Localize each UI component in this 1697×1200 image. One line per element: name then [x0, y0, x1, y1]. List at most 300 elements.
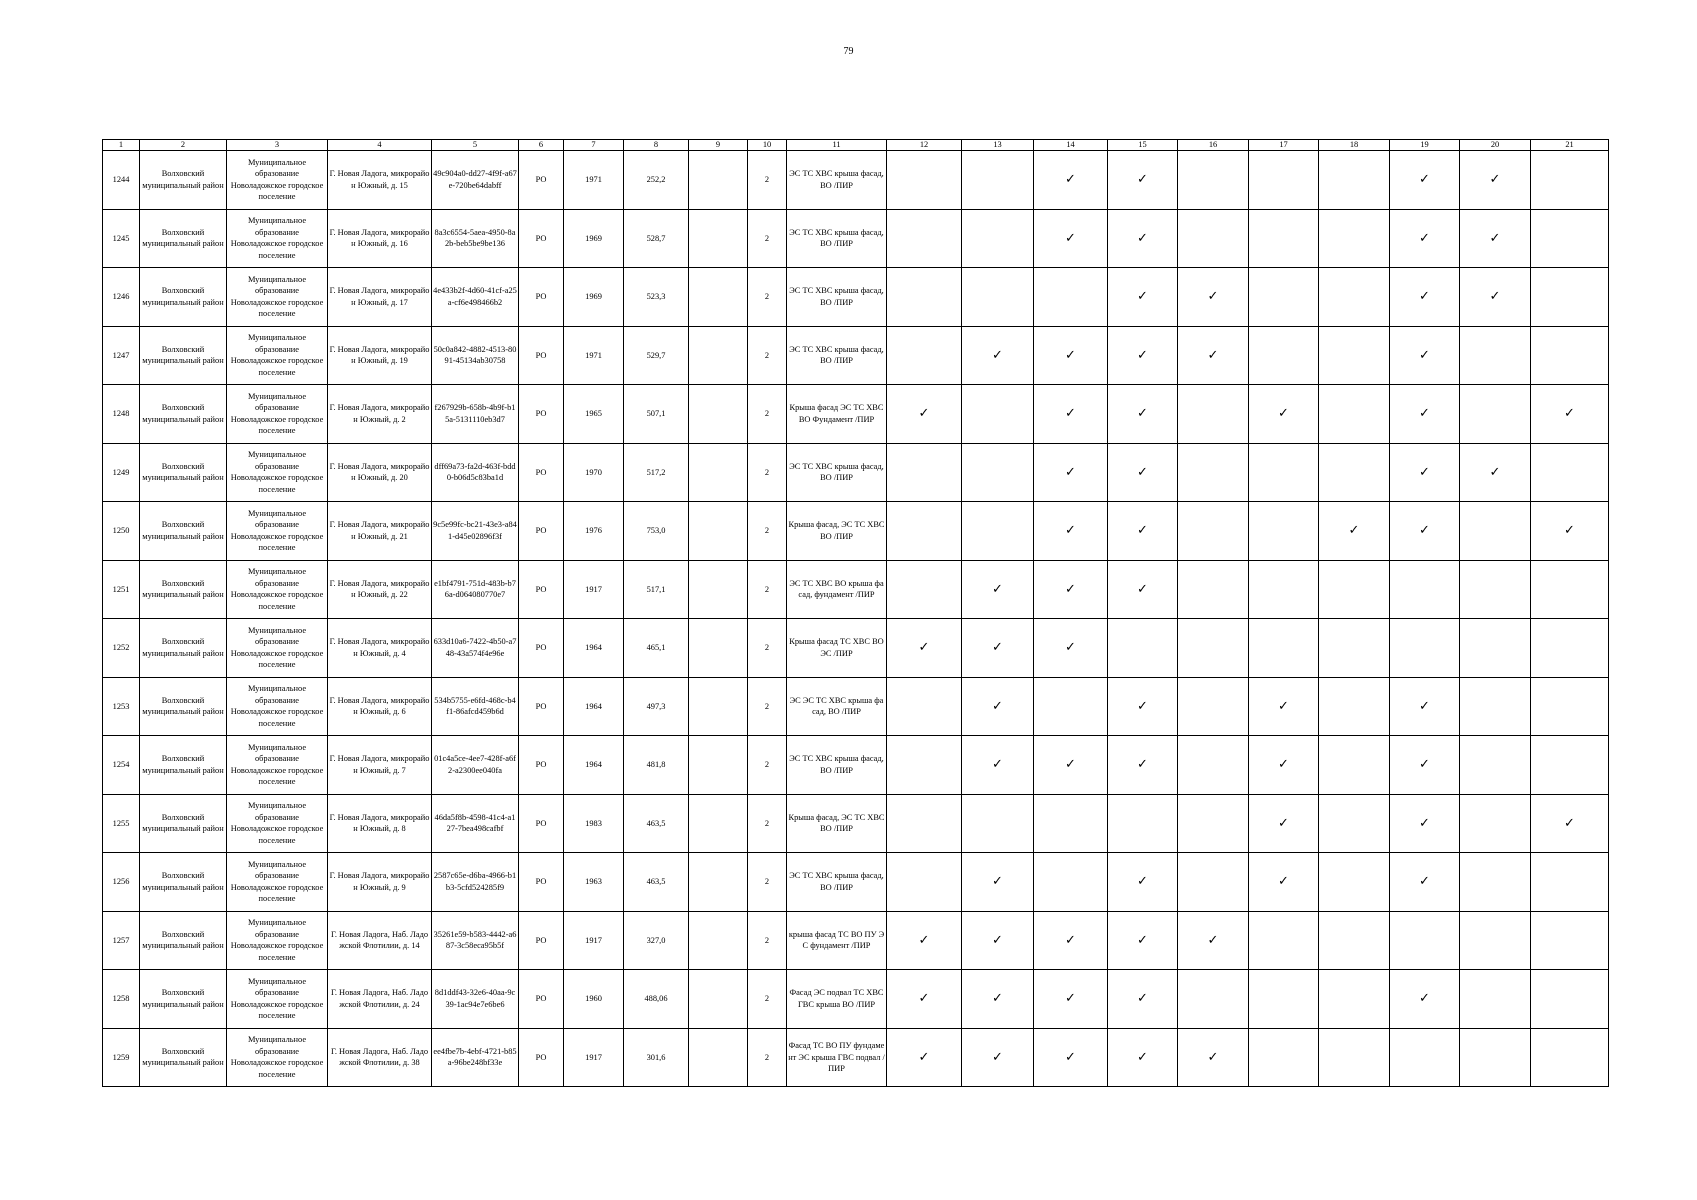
column-10-cell: 2 [748, 911, 787, 970]
ownership-cell: РО [519, 268, 564, 327]
district-cell: Волховский муниципальный район [140, 443, 227, 502]
work-column-13-cell [962, 560, 1034, 619]
work-column-19-cell [1390, 151, 1460, 210]
work-column-21-cell [1531, 794, 1609, 853]
work-column-18-cell [1319, 385, 1390, 444]
work-column-20-cell [1460, 736, 1531, 795]
checkmark-icon: ✓ [1065, 347, 1076, 363]
column-9-cell [689, 970, 748, 1029]
address-cell: Г. Новая Ладога, микрорайон Южный, д. 2 [328, 385, 432, 444]
work-column-21-cell [1531, 970, 1609, 1029]
ownership-cell: РО [519, 794, 564, 853]
year-built-cell: 1969 [564, 209, 624, 268]
table-row [103, 736, 1609, 795]
work-column-15-cell [1108, 209, 1178, 268]
work-column-19-cell [1390, 268, 1460, 327]
checkmark-icon: ✓ [1207, 289, 1219, 304]
work-column-18-cell [1319, 853, 1390, 912]
checkmark-icon: ✓ [1065, 523, 1076, 538]
work-column-21-cell [1531, 677, 1609, 736]
row-number: 1249 [103, 443, 140, 502]
work-column-19-cell [1390, 560, 1460, 619]
checkmark-icon: ✓ [918, 1049, 930, 1065]
work-column-13-cell [962, 268, 1034, 327]
checkmark-icon: ✓ [1278, 815, 1289, 831]
column-10-cell: 2 [748, 385, 787, 444]
works-cell: Крыша фасад, ЭС ТС ХВС ВО /ПИР [787, 502, 887, 561]
work-column-13-cell [962, 443, 1034, 502]
work-column-14-cell [1034, 268, 1108, 327]
house-id-cell: 35261e59-b583-4442-a687-3c58eca95b5f [432, 911, 519, 970]
work-column-17-cell [1249, 1028, 1319, 1087]
column-header-4: 4 [328, 140, 432, 151]
work-column-14-cell [1034, 736, 1108, 795]
checkmark-icon: ✓ [918, 932, 930, 948]
work-column-17-cell [1249, 853, 1319, 912]
column-10-cell: 2 [748, 619, 787, 678]
checkmark-icon: ✓ [1278, 757, 1289, 772]
work-column-20-cell [1460, 443, 1531, 502]
work-column-16-cell [1178, 794, 1249, 853]
checkmark-icon: ✓ [1419, 347, 1430, 363]
area-cell: 517,2 [624, 443, 689, 502]
work-column-13-cell [962, 736, 1034, 795]
column-header-5: 5 [432, 140, 519, 151]
work-column-20-cell [1460, 326, 1531, 385]
district-cell: Волховский муниципальный район [140, 853, 227, 912]
work-column-17-cell [1249, 385, 1319, 444]
work-column-21-cell [1531, 209, 1609, 268]
house-id-cell: dff69a73-fa2d-463f-bdd0-b06d5c83ba1d [432, 443, 519, 502]
house-id-cell: 4e433b2f-4d60-41cf-a25a-cf6e498466b2 [432, 268, 519, 327]
year-built-cell: 1969 [564, 268, 624, 327]
work-column-19-cell [1390, 677, 1460, 736]
address-cell: Г. Новая Ладога, микрорайон Южный, д. 7 [328, 736, 432, 795]
work-column-12-cell [887, 619, 962, 678]
work-column-12-cell [887, 677, 962, 736]
column-header-12: 12 [887, 140, 962, 151]
work-column-21-cell [1531, 443, 1609, 502]
work-column-16-cell [1178, 911, 1249, 970]
column-header-8: 8 [624, 140, 689, 151]
checkmark-icon: ✓ [1065, 757, 1076, 772]
work-column-14-cell [1034, 794, 1108, 853]
checkmark-icon: ✓ [1207, 347, 1219, 363]
address-cell: Г. Новая Ладога, Наб. Ладожской Флотилии, д. 38 [328, 1028, 432, 1087]
area-cell: 327,0 [624, 911, 689, 970]
district-cell: Волховский муниципальный район [140, 502, 227, 561]
column-9-cell [689, 326, 748, 385]
checkmark-icon: ✓ [1137, 698, 1148, 714]
checkmark-icon: ✓ [1278, 874, 1289, 889]
year-built-cell: 1964 [564, 677, 624, 736]
year-built-cell: 1917 [564, 1028, 624, 1087]
work-column-16-cell [1178, 151, 1249, 210]
year-built-cell: 1976 [564, 502, 624, 561]
work-column-13-cell [962, 209, 1034, 268]
work-column-16-cell [1178, 209, 1249, 268]
work-column-20-cell [1460, 268, 1531, 327]
checkmark-icon: ✓ [1419, 698, 1430, 714]
column-10-cell: 2 [748, 443, 787, 502]
column-header-21: 21 [1531, 140, 1609, 151]
works-cell: Крыша фасад, ЭС ТС ХВС ВО /ПИР [787, 794, 887, 853]
work-column-17-cell [1249, 677, 1319, 736]
column-10-cell: 2 [748, 677, 787, 736]
year-built-cell: 1964 [564, 736, 624, 795]
column-header-18: 18 [1319, 140, 1390, 151]
work-column-21-cell [1531, 1028, 1609, 1087]
checkmark-icon: ✓ [1065, 464, 1076, 480]
work-column-15-cell [1108, 853, 1178, 912]
work-column-20-cell [1460, 151, 1531, 210]
work-column-13-cell [962, 794, 1034, 853]
checkmark-icon: ✓ [1278, 406, 1289, 421]
work-column-18-cell [1319, 151, 1390, 210]
work-column-18-cell [1319, 677, 1390, 736]
address-cell: Г. Новая Ладога, микрорайон Южный, д. 15 [328, 151, 432, 210]
work-column-19-cell [1390, 619, 1460, 678]
work-column-20-cell [1460, 1028, 1531, 1087]
column-10-cell: 2 [748, 794, 787, 853]
checkmark-icon: ✓ [1065, 991, 1076, 1006]
checkmark-icon: ✓ [1137, 347, 1148, 363]
checkmark-icon: ✓ [1489, 464, 1501, 480]
column-9-cell [689, 911, 748, 970]
ownership-cell: РО [519, 677, 564, 736]
row-number: 1259 [103, 1028, 140, 1087]
work-column-15-cell [1108, 502, 1178, 561]
checkmark-icon: ✓ [1419, 289, 1430, 304]
work-column-15-cell [1108, 911, 1178, 970]
district-cell: Волховский муниципальный район [140, 326, 227, 385]
work-column-19-cell [1390, 385, 1460, 444]
ownership-cell: РО [519, 970, 564, 1029]
work-column-13-cell [962, 151, 1034, 210]
checkmark-icon: ✓ [1137, 523, 1148, 538]
column-10-cell: 2 [748, 268, 787, 327]
checkmark-icon: ✓ [992, 874, 1003, 889]
work-column-20-cell [1460, 619, 1531, 678]
work-column-19-cell [1390, 326, 1460, 385]
checkmark-icon: ✓ [1489, 230, 1501, 246]
house-id-cell: 633d10a6-7422-4b50-a748-43a574f4e96e [432, 619, 519, 678]
house-id-cell: f267929b-658b-4b9f-b15a-5131110eb3d7 [432, 385, 519, 444]
work-column-21-cell [1531, 736, 1609, 795]
area-cell: 488,06 [624, 970, 689, 1029]
row-number: 1250 [103, 502, 140, 561]
district-cell: Волховский муниципальный район [140, 1028, 227, 1087]
work-column-18-cell [1319, 736, 1390, 795]
work-column-20-cell [1460, 560, 1531, 619]
work-column-14-cell [1034, 911, 1108, 970]
municipality-cell: Муниципальное образование Новоладожское городское поселение [227, 970, 328, 1029]
municipality-cell: Муниципальное образование Новоладожское городское поселение [227, 677, 328, 736]
checkmark-icon: ✓ [1564, 815, 1575, 831]
works-cell: ЭС ТС ХВС крыша фасад, ВО /ПИР [787, 209, 887, 268]
checkmark-icon: ✓ [1065, 406, 1076, 421]
work-column-17-cell [1249, 326, 1319, 385]
ownership-cell: РО [519, 209, 564, 268]
work-column-19-cell [1390, 853, 1460, 912]
municipality-cell: Муниципальное образование Новоладожское городское поселение [227, 268, 328, 327]
work-column-16-cell [1178, 677, 1249, 736]
work-column-18-cell [1319, 970, 1390, 1029]
municipality-cell: Муниципальное образование Новоладожское городское поселение [227, 736, 328, 795]
year-built-cell: 1970 [564, 443, 624, 502]
column-9-cell [689, 151, 748, 210]
ownership-cell: РО [519, 560, 564, 619]
column-10-cell: 2 [748, 560, 787, 619]
address-cell: Г. Новая Ладога, микрорайон Южный, д. 21 [328, 502, 432, 561]
address-cell: Г. Новая Ладога, микрорайон Южный, д. 19 [328, 326, 432, 385]
work-column-20-cell [1460, 209, 1531, 268]
row-number: 1256 [103, 853, 140, 912]
year-built-cell: 1964 [564, 619, 624, 678]
table-row [103, 677, 1609, 736]
address-cell: Г. Новая Ладога, микрорайон Южный, д. 6 [328, 677, 432, 736]
table-row [103, 560, 1609, 619]
house-id-cell: ee4fbe7b-4ebf-4721-b85a-96be248bf33e [432, 1028, 519, 1087]
work-column-15-cell [1108, 151, 1178, 210]
district-cell: Волховский муниципальный район [140, 794, 227, 853]
work-column-15-cell [1108, 1028, 1178, 1087]
house-id-cell: 8d1ddf43-32e6-40aa-9c39-1ac94e7e6be6 [432, 970, 519, 1029]
column-header-16: 16 [1178, 140, 1249, 151]
table-row [103, 1028, 1609, 1087]
row-number: 1255 [103, 794, 140, 853]
municipality-cell: Муниципальное образование Новоладожское городское поселение [227, 1028, 328, 1087]
checkmark-icon: ✓ [1065, 230, 1076, 246]
column-9-cell [689, 619, 748, 678]
column-header-1: 1 [103, 140, 140, 151]
table-row [103, 209, 1609, 268]
work-column-15-cell [1108, 970, 1178, 1029]
house-id-cell: 50c0a842-4882-4513-8091-45134ab30758 [432, 326, 519, 385]
work-column-20-cell [1460, 677, 1531, 736]
work-column-20-cell [1460, 502, 1531, 561]
table-row [103, 911, 1609, 970]
work-column-17-cell [1249, 502, 1319, 561]
address-cell: Г. Новая Ладога, микрорайон Южный, д. 17 [328, 268, 432, 327]
work-column-16-cell [1178, 268, 1249, 327]
work-column-13-cell [962, 970, 1034, 1029]
area-cell: 463,5 [624, 794, 689, 853]
work-column-16-cell [1178, 326, 1249, 385]
work-column-15-cell [1108, 560, 1178, 619]
column-9-cell [689, 794, 748, 853]
checkmark-icon: ✓ [992, 757, 1003, 772]
work-column-17-cell [1249, 794, 1319, 853]
row-number: 1244 [103, 151, 140, 210]
work-column-13-cell [962, 1028, 1034, 1087]
ownership-cell: РО [519, 1028, 564, 1087]
work-column-13-cell [962, 502, 1034, 561]
column-10-cell: 2 [748, 209, 787, 268]
works-cell: ЭС ТС ХВС крыша фасад, ВО /ПИР [787, 736, 887, 795]
header-row [103, 140, 1609, 151]
area-cell: 252,2 [624, 151, 689, 210]
column-9-cell [689, 443, 748, 502]
checkmark-icon: ✓ [1137, 464, 1148, 480]
work-column-13-cell [962, 853, 1034, 912]
work-column-16-cell [1178, 1028, 1249, 1087]
work-column-17-cell [1249, 209, 1319, 268]
checkmark-icon: ✓ [992, 1049, 1003, 1065]
checkmark-icon: ✓ [1419, 230, 1430, 246]
work-column-14-cell [1034, 209, 1108, 268]
checkmark-icon: ✓ [1419, 874, 1430, 889]
municipality-cell: Муниципальное образование Новоладожское городское поселение [227, 209, 328, 268]
work-column-17-cell [1249, 736, 1319, 795]
table-row [103, 853, 1609, 912]
address-cell: Г. Новая Ладога, микрорайон Южный, д. 9 [328, 853, 432, 912]
work-column-20-cell [1460, 794, 1531, 853]
area-cell: 465,1 [624, 619, 689, 678]
checkmark-icon: ✓ [992, 932, 1003, 948]
work-column-18-cell [1319, 326, 1390, 385]
district-cell: Волховский муниципальный район [140, 619, 227, 678]
house-id-cell: e1bf4791-751d-483b-b76a-d064080770e7 [432, 560, 519, 619]
work-column-16-cell [1178, 619, 1249, 678]
work-column-13-cell [962, 911, 1034, 970]
municipality-cell: Муниципальное образование Новоладожское городское поселение [227, 443, 328, 502]
checkmark-icon: ✓ [1419, 172, 1430, 187]
checkmark-icon: ✓ [992, 347, 1003, 363]
work-column-18-cell [1319, 619, 1390, 678]
row-number: 1253 [103, 677, 140, 736]
checkmark-icon: ✓ [1348, 523, 1360, 538]
work-column-14-cell [1034, 385, 1108, 444]
works-cell: Фасад ЭС подвал ТС ХВС ГВС крыша ВО /ПИР [787, 970, 887, 1029]
work-column-16-cell [1178, 385, 1249, 444]
work-column-19-cell [1390, 502, 1460, 561]
work-column-21-cell [1531, 385, 1609, 444]
work-column-16-cell [1178, 736, 1249, 795]
work-column-12-cell [887, 736, 962, 795]
checkmark-icon: ✓ [1489, 172, 1501, 187]
address-cell: Г. Новая Ладога, микрорайон Южный, д. 20 [328, 443, 432, 502]
checkmark-icon: ✓ [1065, 172, 1076, 187]
column-header-15: 15 [1108, 140, 1178, 151]
work-column-18-cell [1319, 268, 1390, 327]
district-cell: Волховский муниципальный район [140, 970, 227, 1029]
address-cell: Г. Новая Ладога, микрорайон Южный, д. 4 [328, 619, 432, 678]
work-column-12-cell [887, 268, 962, 327]
checkmark-icon: ✓ [1419, 406, 1430, 421]
column-9-cell [689, 385, 748, 444]
work-column-13-cell [962, 326, 1034, 385]
checkmark-icon: ✓ [1564, 523, 1575, 538]
address-cell: Г. Новая Ладога, микрорайон Южный, д. 8 [328, 794, 432, 853]
district-cell: Волховский муниципальный район [140, 911, 227, 970]
work-column-19-cell [1390, 1028, 1460, 1087]
work-column-14-cell [1034, 560, 1108, 619]
area-cell: 497,3 [624, 677, 689, 736]
works-cell: ЭС ТС ХВС крыша фасад, ВО /ПИР [787, 443, 887, 502]
ownership-cell: РО [519, 385, 564, 444]
house-id-cell: 49c904a0-dd27-4f9f-a67e-720be64dabff [432, 151, 519, 210]
work-column-21-cell [1531, 560, 1609, 619]
column-10-cell: 2 [748, 151, 787, 210]
work-column-20-cell [1460, 853, 1531, 912]
works-cell: ЭС ТС ХВС ВО крыша фасад, фундамент /ПИР [787, 560, 887, 619]
column-10-cell: 2 [748, 853, 787, 912]
district-cell: Волховский муниципальный район [140, 151, 227, 210]
column-9-cell [689, 502, 748, 561]
work-column-21-cell [1531, 619, 1609, 678]
work-column-15-cell [1108, 736, 1178, 795]
work-column-12-cell [887, 209, 962, 268]
work-column-20-cell [1460, 911, 1531, 970]
municipality-cell: Муниципальное образование Новоладожское городское поселение [227, 385, 328, 444]
house-id-cell: 8a3c6554-5aea-4950-8a2b-beb5be9be136 [432, 209, 519, 268]
checkmark-icon: ✓ [992, 698, 1003, 714]
municipality-cell: Муниципальное образование Новоладожское городское поселение [227, 853, 328, 912]
checkmark-icon: ✓ [1207, 932, 1219, 948]
work-column-14-cell [1034, 443, 1108, 502]
table-body [103, 151, 1609, 1087]
work-column-21-cell [1531, 151, 1609, 210]
work-column-13-cell [962, 619, 1034, 678]
checkmark-icon: ✓ [1065, 932, 1076, 948]
house-id-cell: 534b5755-e6fd-468c-b4f1-86afcd459b6d [432, 677, 519, 736]
address-cell: Г. Новая Ладога, Наб. Ладожской Флотилии, д. 24 [328, 970, 432, 1029]
work-column-17-cell [1249, 443, 1319, 502]
work-column-18-cell [1319, 502, 1390, 561]
year-built-cell: 1971 [564, 326, 624, 385]
row-number: 1258 [103, 970, 140, 1029]
year-built-cell: 1917 [564, 560, 624, 619]
year-built-cell: 1960 [564, 970, 624, 1029]
column-9-cell [689, 736, 748, 795]
year-built-cell: 1917 [564, 911, 624, 970]
work-column-16-cell [1178, 970, 1249, 1029]
column-9-cell [689, 560, 748, 619]
row-number: 1252 [103, 619, 140, 678]
ownership-cell: РО [519, 911, 564, 970]
work-column-13-cell [962, 677, 1034, 736]
area-cell: 507,1 [624, 385, 689, 444]
work-column-15-cell [1108, 385, 1178, 444]
work-column-18-cell [1319, 911, 1390, 970]
work-column-12-cell [887, 853, 962, 912]
work-column-19-cell [1390, 911, 1460, 970]
works-cell: Крыша фасад ТС ХВС ВО ЭС /ПИР [787, 619, 887, 678]
work-column-12-cell [887, 970, 962, 1029]
column-9-cell [689, 853, 748, 912]
row-number: 1251 [103, 560, 140, 619]
year-built-cell: 1963 [564, 853, 624, 912]
column-9-cell [689, 1028, 748, 1087]
ownership-cell: РО [519, 619, 564, 678]
table-row [103, 151, 1609, 210]
column-10-cell: 2 [748, 326, 787, 385]
checkmark-icon: ✓ [1065, 640, 1076, 655]
ownership-cell: РО [519, 502, 564, 561]
checkmark-icon: ✓ [1065, 581, 1076, 597]
work-column-15-cell [1108, 326, 1178, 385]
work-column-15-cell [1108, 619, 1178, 678]
row-number: 1254 [103, 736, 140, 795]
work-column-17-cell [1249, 151, 1319, 210]
column-header-3: 3 [227, 140, 328, 151]
work-column-12-cell [887, 151, 962, 210]
checkmark-icon: ✓ [1564, 406, 1575, 421]
column-header-2: 2 [140, 140, 227, 151]
work-column-12-cell [887, 560, 962, 619]
checkmark-icon: ✓ [918, 991, 930, 1006]
